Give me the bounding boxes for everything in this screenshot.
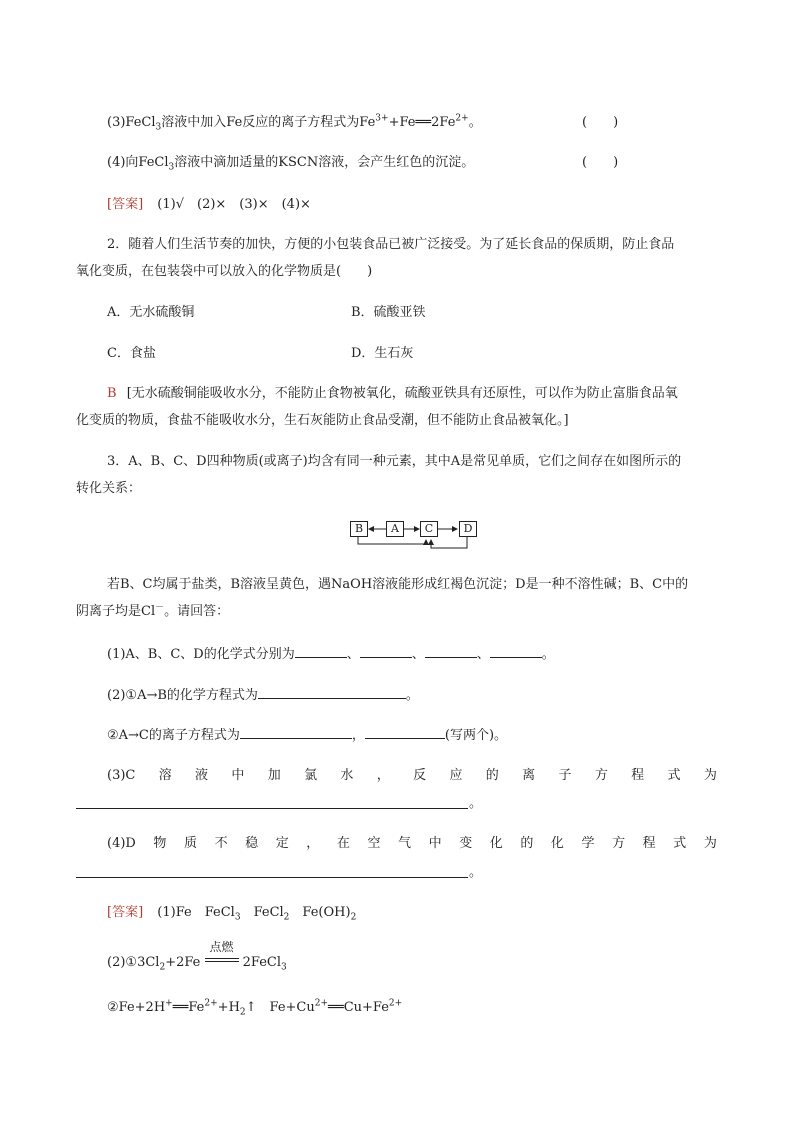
- q3-stem-line2: 转化关系：: [76, 481, 142, 496]
- blank-a-to-b[interactable]: [258, 686, 406, 699]
- q3-part4: (4)D 物 质 不 稳 定 ， 在 空 气 中 变 化 的 化 学 方 程 式 为: [107, 836, 717, 851]
- q1-item-4-paren[interactable]: ( ): [582, 155, 619, 170]
- blank-part3[interactable]: [76, 808, 468, 809]
- q3-answer-3: $②Fe+2H^+══Fe^{2+}+H_2↑$ $Fe+Cu^{2+}══Cu+Fe^{2+}$: [107, 998, 403, 1018]
- blank-a-to-c-1[interactable]: [240, 726, 352, 739]
- blank-b[interactable]: [360, 645, 412, 658]
- q2-option-c[interactable]: C．食盐: [107, 346, 156, 361]
- q3-part2b: ②A→C的离子方程式为 ， (写两个)。: [107, 728, 508, 743]
- q2-explain-line2: 化变质的物质，食盐不能吸收水分，生石灰能防止食品受潮，但不能防止食品被氧化。]: [76, 413, 569, 428]
- diagram-arrows: [349, 520, 477, 552]
- arrow-b-to-c: [358, 537, 426, 544]
- q2-option-d[interactable]: D．生石灰: [351, 346, 414, 361]
- node-b: B: [350, 521, 368, 537]
- conversion-diagram: [349, 520, 477, 552]
- q3-answer-2: $(2)①3Cl_2+2Fe$ 点燃 2FeCl$_3$: [107, 940, 287, 973]
- q3-part2: (2)①A→B的化学方程式为 。: [107, 688, 419, 703]
- q3-cond-line2: 阴离子均是Cl－。请回答：: [76, 602, 230, 619]
- answer-tag: [答案]: [107, 905, 144, 920]
- q1-item-3: (3)FeCl$_3$溶液中加入Fe反应的离子方程式为$Fe^{3+}+Fe══2Fe^{2+}$。: [107, 113, 482, 133]
- reaction-condition: 点燃: [205, 954, 239, 966]
- q2-option-b[interactable]: B．硫酸亚铁: [351, 305, 426, 320]
- q3-cond-line1: 若B、C均属于盐类，B溶液呈黄色，遇NaOH溶液能形成红褐色沉淀；D是一种不溶性碱；B、C中的: [107, 577, 689, 592]
- answer-letter: B: [107, 386, 117, 401]
- blank-part4[interactable]: [76, 877, 468, 878]
- blank-c[interactable]: [425, 645, 477, 658]
- node-c: C: [420, 521, 438, 537]
- q3-answer-1: [答案] (1)Fe FeCl$_3$ FeCl$_2$ $Fe(OH)_2$: [107, 905, 357, 923]
- q2-explain-line1: B [无水硫酸铜能吸收水分，不能防止食物被氧化，硫酸亚铁具有还原性，可以作为防止富脂食品氧: [107, 386, 678, 401]
- q3-part3: (3)C 溶 液 中 加 氯 水 ， 反 应 的 离 子 方 程 式 为: [107, 768, 717, 783]
- q3-part4-end: 。: [469, 865, 483, 880]
- blank-d[interactable]: [490, 645, 542, 658]
- q2-option-a[interactable]: A．无水硫酸铜: [107, 305, 195, 320]
- q3-stem-line1: 3．A、B、C、D四种物质(或离子)均含有同一种元素，其中A是常见单质，它们之间存在如图所示的: [107, 454, 682, 469]
- q2-stem-line2: 氧化变质，在包装袋中可以放入的化学物质是( ): [76, 264, 373, 279]
- q2-stem-line1: 2．随着人们生活节奏的加快，方便的小包装食品已被广泛接受。为了延长食品的保质期，防止食品: [107, 237, 675, 252]
- blank-a[interactable]: [295, 645, 347, 658]
- blank-a-to-c-2[interactable]: [365, 726, 445, 739]
- arrow-d-to-c: [431, 537, 467, 548]
- q3-part3-end: 。: [469, 796, 483, 811]
- q1-item-4: (4)向FeCl$_3$溶液中滴加适量的KSCN溶液，会产生红色的沉淀。: [107, 155, 475, 173]
- q3-part1: (1)A、B、C、D的化学式分别为 、 、 、 。: [107, 647, 555, 662]
- answer-tag: [答案]: [107, 197, 144, 212]
- q1-answer: [答案] (1)√ (2)× (3)× (4)×: [107, 197, 311, 212]
- q1-item-3-paren[interactable]: ( ): [582, 115, 619, 130]
- node-d: D: [459, 521, 477, 537]
- node-a: A: [386, 521, 404, 537]
